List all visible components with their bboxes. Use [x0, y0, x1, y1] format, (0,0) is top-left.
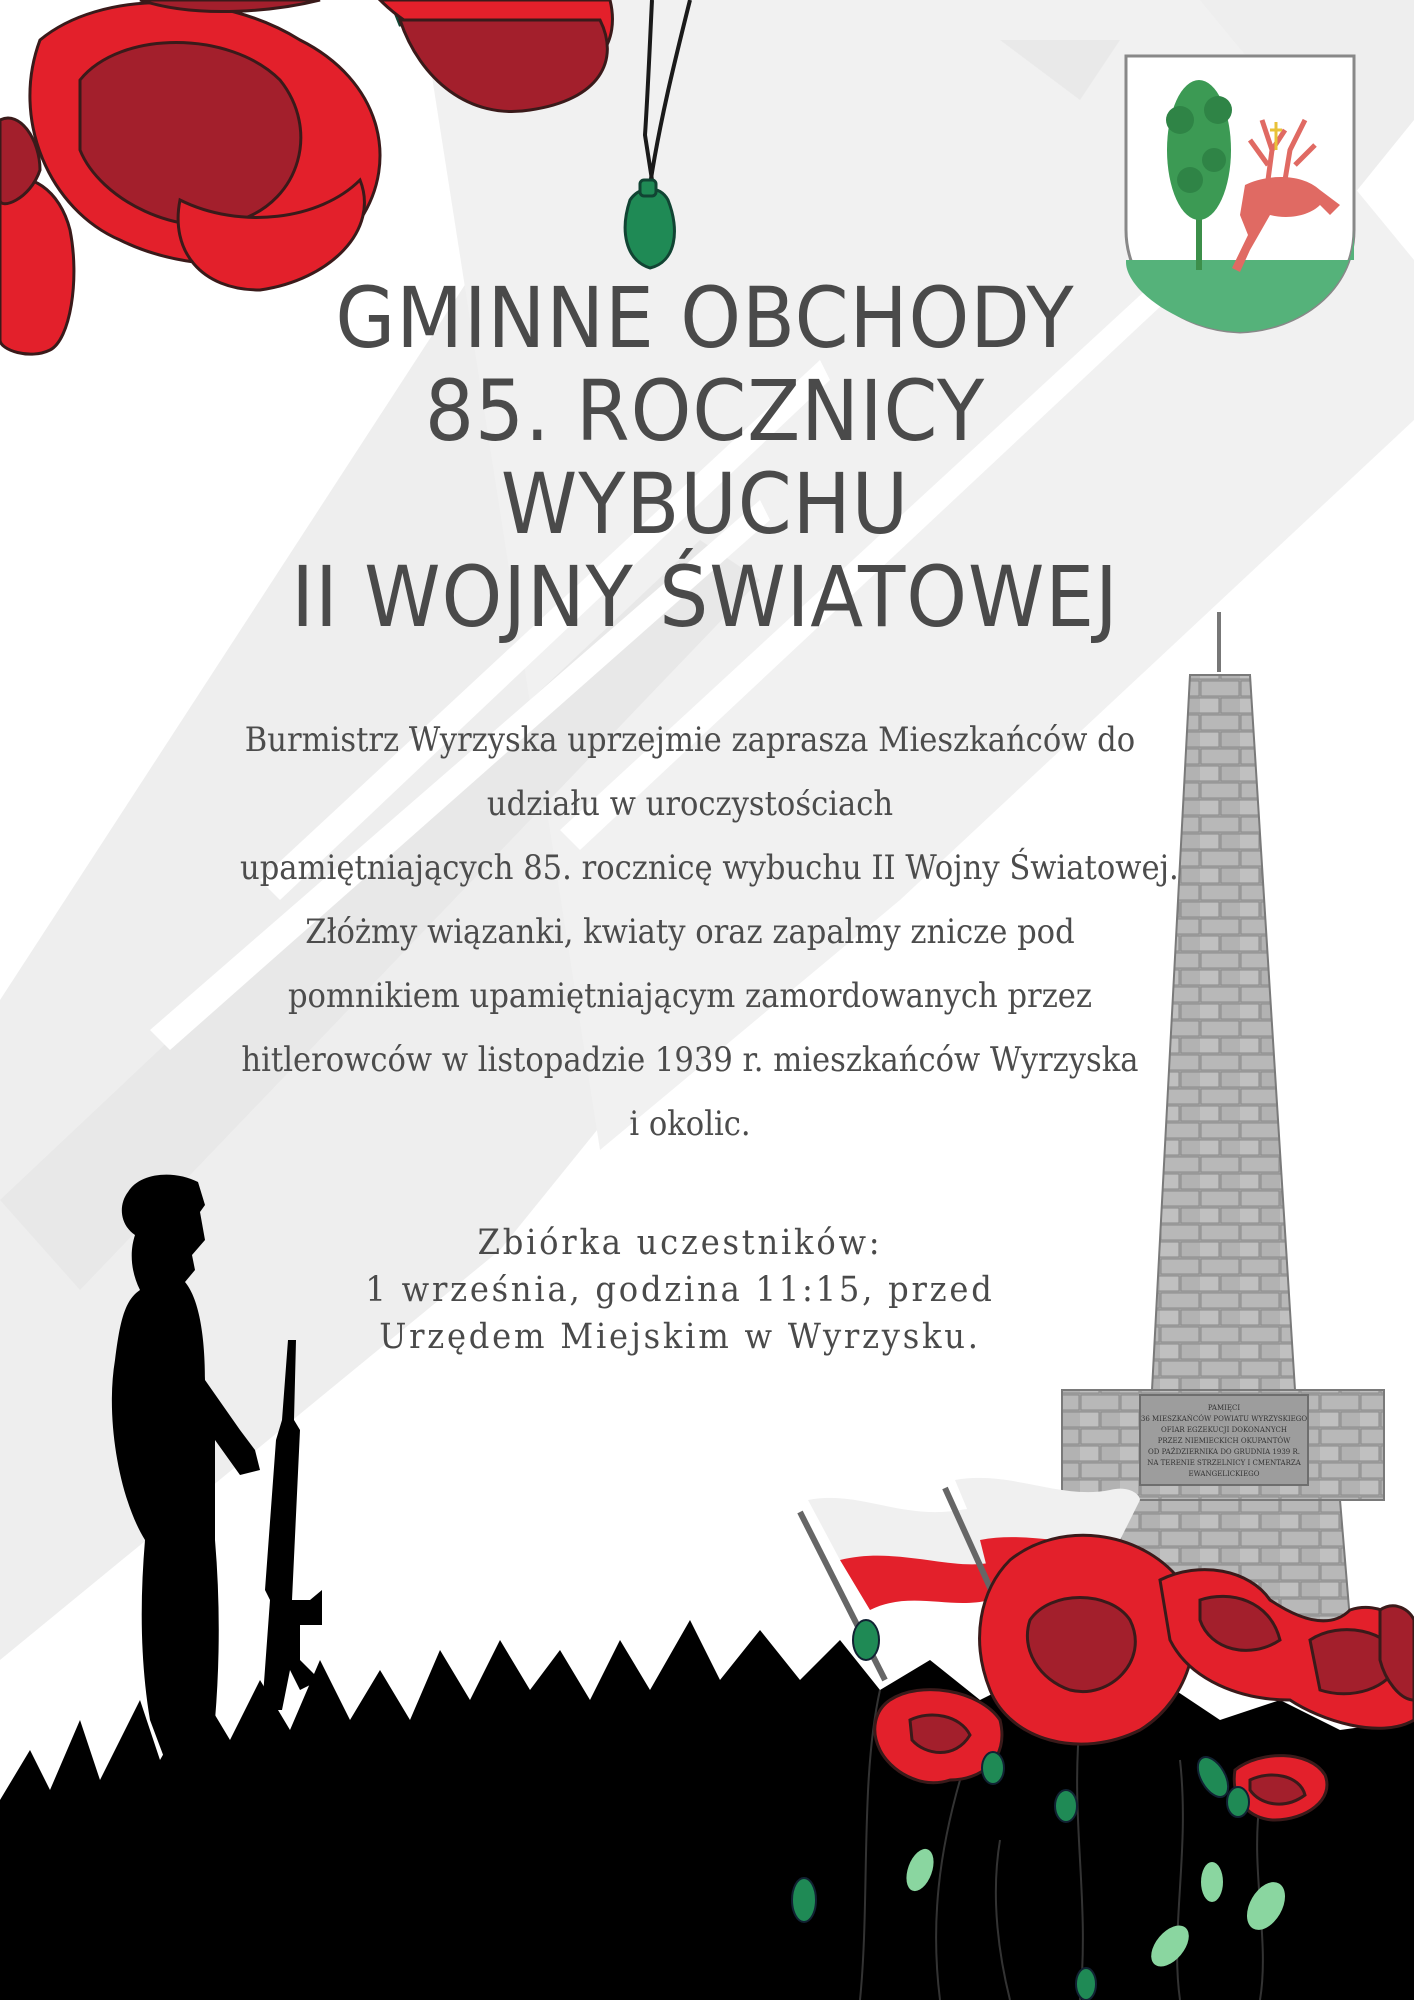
plaque-line: OFIAR EGZEKUCJI DOKONANYCH	[1160, 1426, 1288, 1434]
plaque-line: NA TERENIE STRZELNICY I CMENTARZA	[1147, 1459, 1301, 1467]
invitation-line: pomnikiem upamiętniającym zamordowanych przez	[287, 976, 1093, 1016]
title-line: GMINNE OBCHODY	[335, 269, 1075, 367]
gathering-info	[321, 1220, 1039, 1361]
gathering-line: Zbiórka uczestników:	[477, 1223, 883, 1263]
plaque-line: PAMIĘCI	[1207, 1404, 1241, 1412]
invitation-text	[240, 708, 1179, 1156]
gathering-line: Urzędem Miejskim w Wyrzysku.	[379, 1317, 981, 1357]
invitation-line: upamiętniających 85. rocznicę wybuchu II Wojny Światowej.	[240, 848, 1179, 888]
plaque-line: EWANGELICKIEGO	[1188, 1470, 1260, 1478]
plaque-line: 36 MIESZKAŃCÓW POWIATU WYRZYSKIEGO	[1140, 1415, 1308, 1423]
title-line: II WOJNY ŚWIATOWEJ	[291, 548, 1119, 646]
invitation-line: udziału w uroczystościach	[486, 784, 894, 824]
invitation-line: Złóżmy wiązanki, kwiaty oraz zapalmy znicze pod	[305, 912, 1075, 952]
gathering-line: 1 września, godzina 11:15, przed	[365, 1270, 995, 1310]
plaque-line: OD PAŹDZIERNIKA DO GRUDNIA 1939 R.	[1148, 1448, 1300, 1456]
title-line: 85. ROCZNICY	[424, 362, 986, 460]
invitation-line: i okolic.	[629, 1104, 751, 1144]
event-title	[231, 269, 1179, 646]
invitation-line: Burmistrz Wyrzyska uprzejmie zaprasza Mieszkańców do	[244, 720, 1136, 760]
title-line: WYBUCHU	[500, 455, 910, 553]
invitation-line: hitlerowców w listopadzie 1939 r. mieszkańców Wyrzyska	[241, 1040, 1139, 1080]
plaque-line: PRZEZ NIEMIECKICH OKUPANTÓW	[1157, 1437, 1291, 1445]
